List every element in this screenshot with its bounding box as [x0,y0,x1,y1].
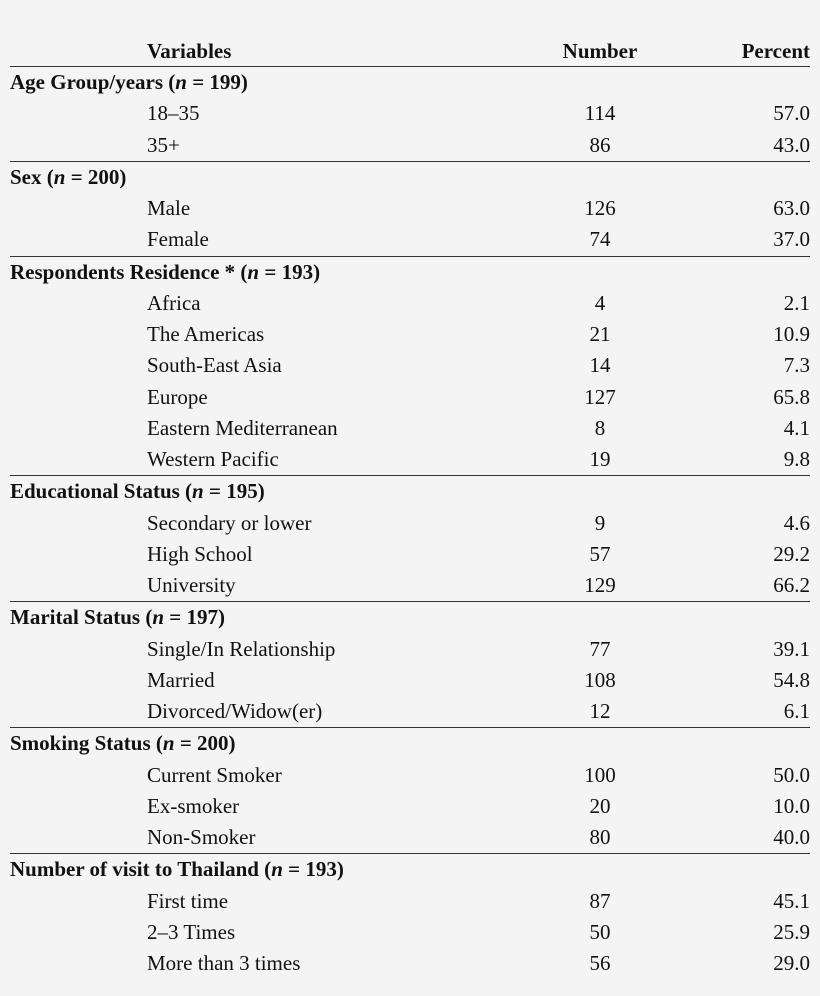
table-row [10,193,810,224]
row-number: 4 [594,290,606,315]
table-row [10,288,810,319]
row-number: 20 [589,793,611,818]
row-percent: 25.9 [773,919,810,944]
row-percent: 39.1 [773,636,810,661]
table-group [10,728,810,854]
group-n-value: = 193) [282,857,344,882]
row-label: South-East Asia [147,353,282,378]
group-heading [10,476,810,507]
group-heading-text [10,602,225,633]
row-percent: 7.3 [783,353,810,378]
group-heading [10,854,810,885]
table-row [10,508,810,539]
row-number: 9 [594,510,606,535]
group-heading [10,257,810,288]
group-label: Age Group/years ( [10,70,176,94]
table-row [10,539,810,570]
group-label: Sex ( [10,164,54,189]
row-label: Current Smoker [147,762,282,787]
group-heading-text [10,854,344,885]
table-group [10,162,810,257]
group-n-value: = 200) [65,164,127,189]
row-percent: 40.0 [773,825,810,849]
row-number: 77 [589,636,611,661]
row-number: 50 [589,919,611,944]
row-label: First time [147,888,229,913]
table-group [10,257,810,477]
group-heading [10,728,810,759]
group-heading-text [10,162,126,193]
group-n-value: = 195) [203,479,265,504]
row-number: 56 [589,951,611,975]
row-label: Non-Smoker [147,825,256,849]
row-percent: 6.1 [783,699,810,723]
row-number: 114 [584,101,616,126]
table-row [10,886,810,917]
table-row [10,822,810,853]
table-row [10,791,810,822]
row-label: Single/In Relationship [147,636,336,661]
table-row [10,917,810,948]
group-n-letter: n [53,164,66,189]
row-label: High School [147,541,253,566]
group-n-value: = 199) [186,70,248,94]
group-n-letter: n [162,731,175,756]
table-row [10,130,810,161]
group-label: Number of visit to Thailand ( [10,857,272,882]
row-percent: 65.8 [773,384,810,409]
header-number: Number [562,39,638,63]
row-number: 86 [589,132,611,157]
group-label: Respondents Residence * ( [10,259,248,284]
row-percent: 45.1 [773,888,810,913]
row-number: 14 [589,353,611,378]
group-label: Smoking Status ( [10,731,163,756]
table-group [10,476,810,602]
row-label: Secondary or lower [147,510,312,535]
table-row [10,382,810,413]
row-percent: 2.1 [783,290,810,315]
group-n-value: = 200) [174,731,236,756]
row-percent: 66.2 [773,573,810,597]
row-number: 129 [584,573,616,597]
row-percent: 63.0 [773,196,810,220]
group-n-letter: n [271,857,283,882]
row-number: 19 [589,447,611,471]
row-percent: 29.2 [773,541,810,566]
row-percent: 9.8 [783,447,810,471]
row-label: More than 3 times [147,951,301,975]
group-heading-text [10,476,265,507]
row-percent: 57.0 [773,101,810,126]
row-percent: 29.0 [773,951,810,975]
row-label: Africa [147,290,201,315]
row-label: Female [147,227,209,252]
row-number: 80 [589,825,611,849]
row-number: 8 [594,415,606,440]
group-label: Educational Status ( [10,479,193,504]
group-heading [10,602,810,633]
group-label: Marital Status ( [10,605,153,630]
group-n-letter: n [192,479,204,504]
row-label: Europe [147,384,208,409]
row-percent: 10.0 [773,793,810,818]
table-group [10,602,810,728]
table-row [10,224,810,255]
table-row [10,760,810,791]
row-label: University [147,573,236,597]
row-label: Ex-smoker [147,793,240,818]
row-number: 74 [589,227,611,252]
demographics-table [10,36,810,979]
table-row [10,98,810,129]
row-number: 126 [584,196,616,220]
table-row [10,444,810,475]
table-row [10,696,810,727]
group-n-letter: n [152,605,165,630]
group-heading [10,162,810,193]
row-label: Western Pacific [147,447,279,471]
table-row [10,665,810,696]
header-variables: Variables [147,39,232,63]
header-percent: Percent [741,39,810,63]
row-label: 18–35 [147,101,200,126]
row-number: 21 [589,322,611,346]
group-n-letter: n [247,259,260,284]
row-percent: 37.0 [773,227,810,252]
row-number: 108 [584,667,616,692]
row-percent: 50.0 [773,762,810,787]
row-number: 100 [584,762,616,787]
row-number: 127 [584,384,616,409]
row-label: 2–3 Times [147,919,236,944]
row-percent: 10.9 [773,322,810,346]
group-n-letter: n [175,70,187,94]
row-label: The Americas [147,322,265,346]
table-row [10,413,810,444]
table-row [10,319,810,350]
group-heading-text [10,728,236,759]
table-row [10,350,810,381]
row-label: 35+ [147,132,180,157]
row-number: 12 [589,699,611,723]
table-group [10,854,810,979]
group-heading-text [10,67,248,98]
table-group [10,67,810,162]
row-number: 87 [589,888,611,913]
table-body [10,67,810,979]
group-heading-text [10,257,320,288]
group-n-value: = 197) [164,605,225,630]
group-n-value: = 193) [259,259,321,284]
row-number: 57 [589,541,611,566]
row-label: Divorced/Widow(er) [147,699,323,723]
table-row [10,570,810,601]
row-percent: 4.6 [783,510,810,535]
group-heading [10,67,810,98]
table-header [10,36,810,67]
row-label: Married [147,667,215,692]
table-row [10,634,810,665]
table-row [10,948,810,979]
row-label: Male [147,196,191,220]
row-percent: 54.8 [773,667,810,692]
row-label: Eastern Mediterranean [147,415,338,440]
row-percent: 4.1 [783,415,810,440]
row-percent: 43.0 [773,132,810,157]
